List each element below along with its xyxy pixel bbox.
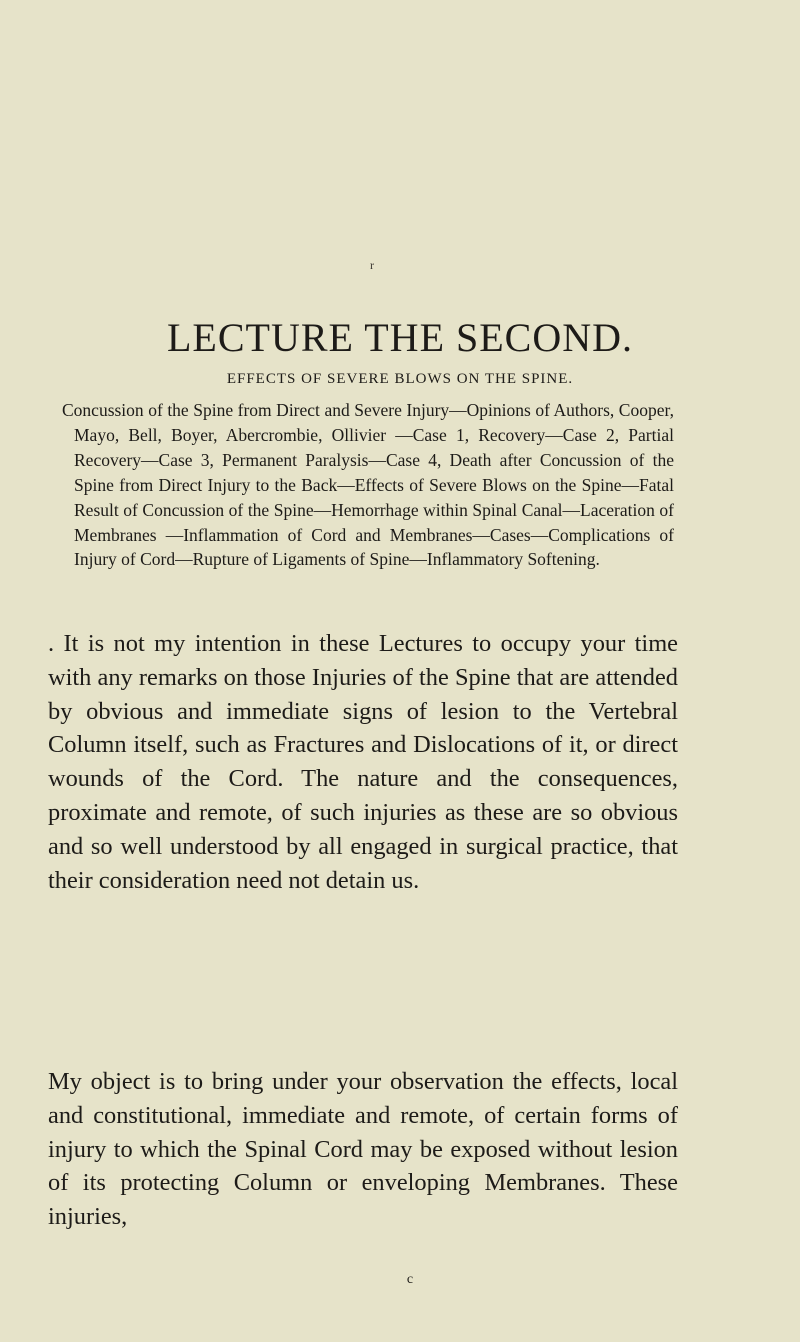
lecture-title: LECTURE THE SECOND. bbox=[166, 315, 634, 360]
signature-mark: c bbox=[406, 1272, 414, 1287]
body-paragraph-1: . It is not my intention in these Lectures to occupy your time with any remarks on those Injuries of the Spine that are attended by obvious and immediate signs of lesion to the Vertebral Column itself, such as Fractures and Dislocations of it, or direct wounds of the Cord. The nature and the consequences, proximate and remote, of such injuries as these are so obvious and so well understood by all engaged in surgical practice, that their consideration need not detain us. bbox=[48, 630, 678, 894]
body-paragraph-2: My object is to bring under your observation the effects, local and constitutional, immediate and remote, of certain forms of injury to which the Spinal Cord may be exposed without lesion of its protecting Column or enveloping Membranes. These injuries, bbox=[48, 1068, 678, 1231]
lecture-subtitle: EFFECTS OF SEVERE BLOWS ON THE SPINE. bbox=[226, 371, 574, 387]
stray-mark: r bbox=[370, 258, 374, 272]
chapter-synopsis: Concussion of the Spine from Direct and Severe Injury—Opinions of Authors, Cooper, Mayo, Bell, Boyer, Abercrombie, Ollivier —Case 1, Recovery—Case 2, Partial Recovery—Case 3, Permanent Paralysis—Case 4, Death after Concussion of the Spine from Direct Injury to the Back—Effects of Severe Blows on the Spine—Fatal Result of Concussion of the Spine—Hemorrhage within Spinal Canal—Laceration of Membranes —Inflammation of Cord and Membranes—Cases—Complications of Injury of Cord—Rupture of Ligaments of Spine—Inflammatory Softening. bbox=[62, 400, 674, 570]
